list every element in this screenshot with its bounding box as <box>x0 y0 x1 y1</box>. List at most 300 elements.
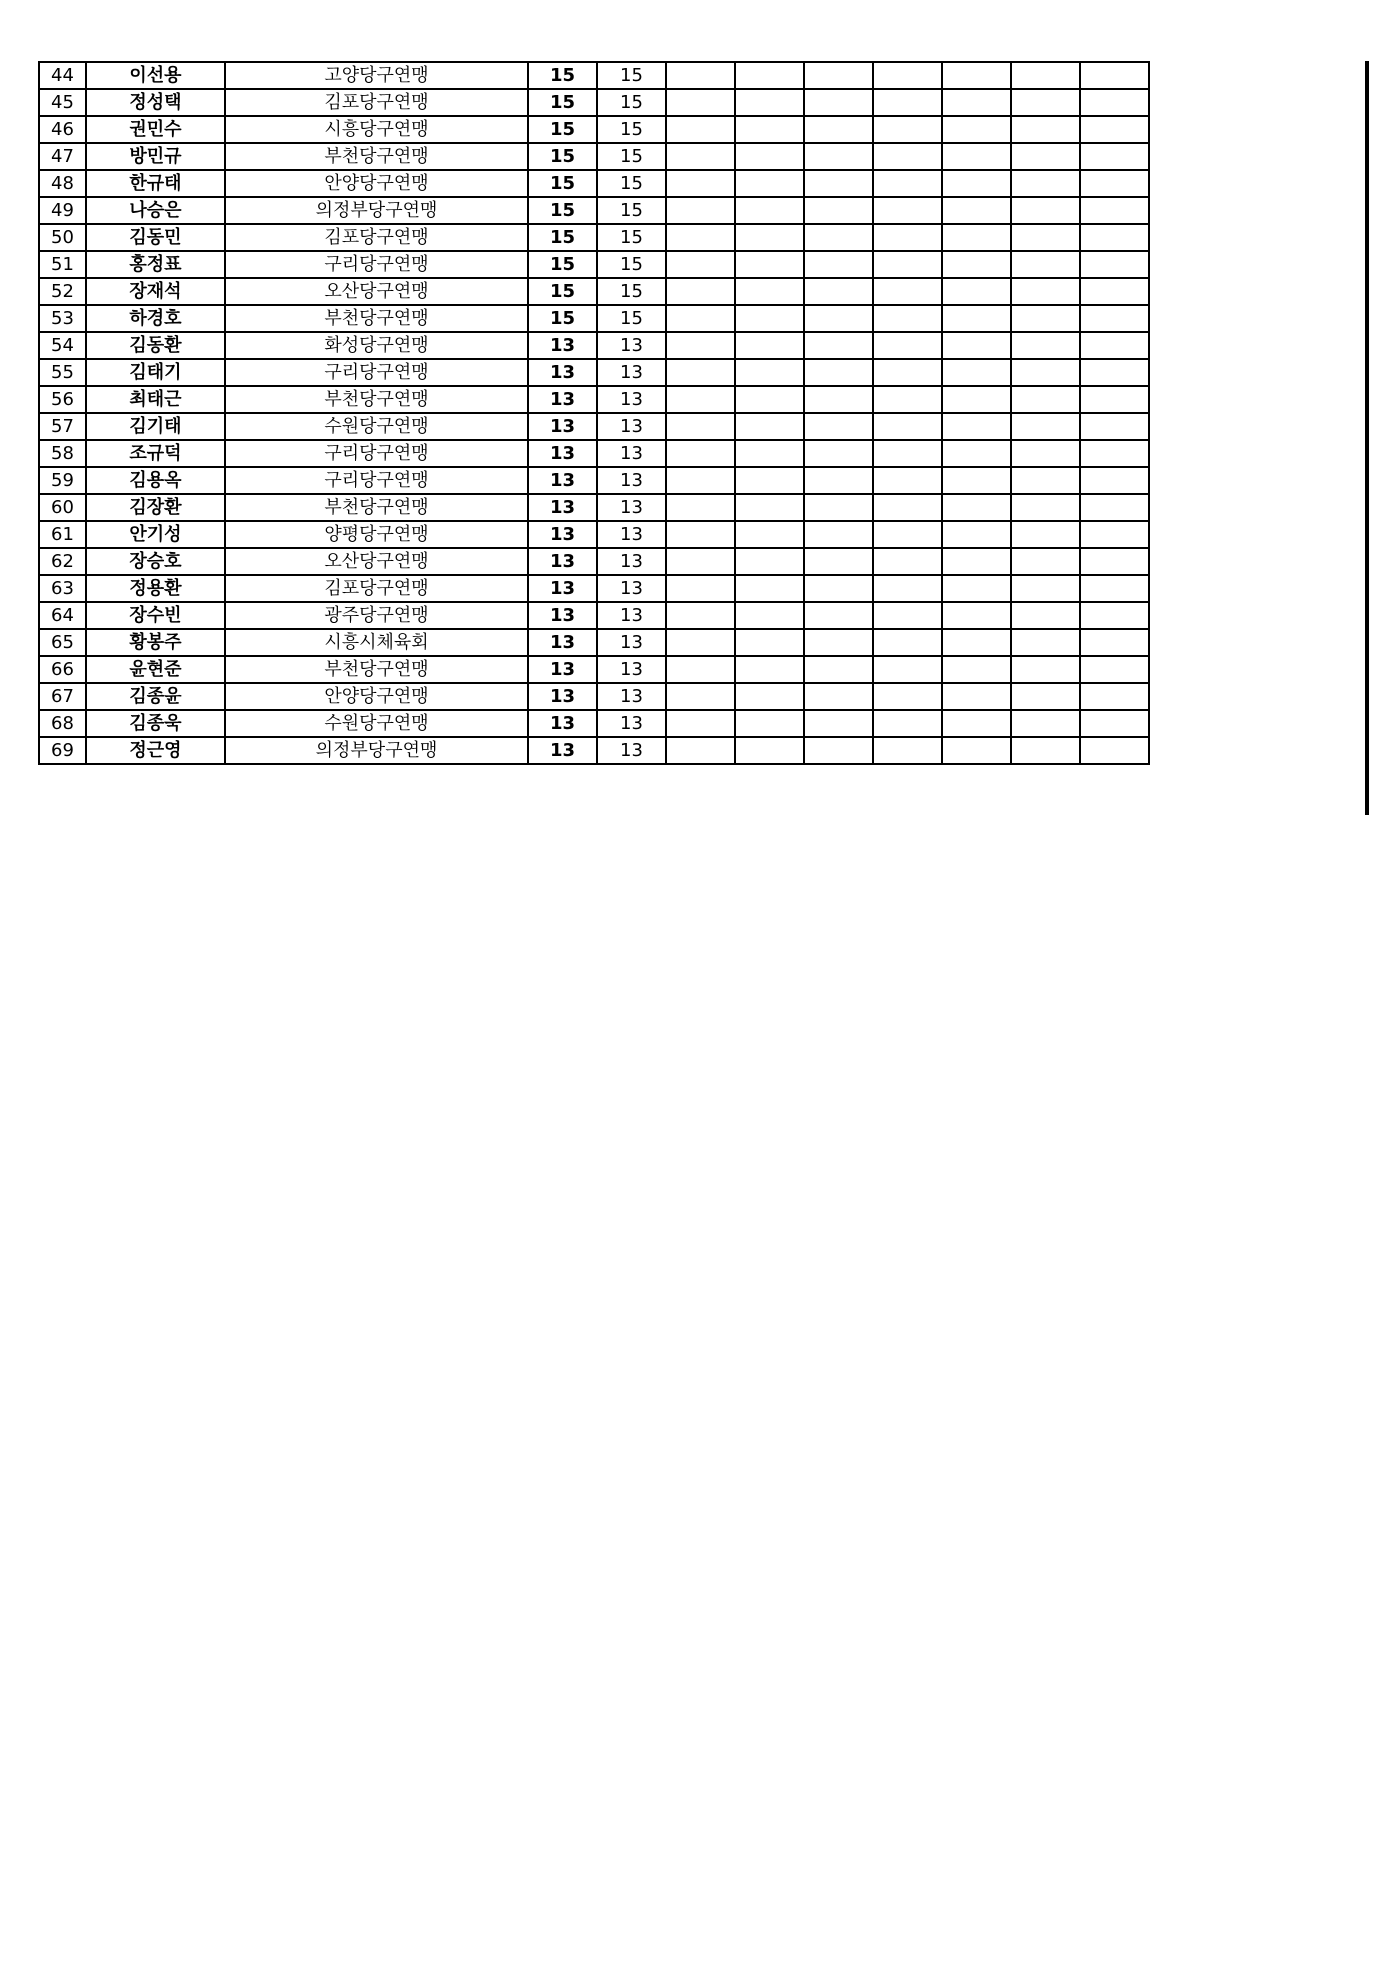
club-cell: 오산당구연맹 <box>225 278 528 305</box>
empty-cell <box>735 197 804 224</box>
rank-cell: 49 <box>39 197 86 224</box>
club-cell: 부천당구연맹 <box>225 494 528 521</box>
empty-cell <box>1080 359 1149 386</box>
player-name-cell: 김종욱 <box>86 710 225 737</box>
empty-cell <box>1011 521 1080 548</box>
empty-cell <box>1011 116 1080 143</box>
total-score-cell: 13 <box>528 494 597 521</box>
rank-cell: 45 <box>39 89 86 116</box>
empty-cell <box>1011 629 1080 656</box>
empty-cell <box>735 467 804 494</box>
player-name-cell: 방민규 <box>86 143 225 170</box>
player-name-cell: 윤현준 <box>86 656 225 683</box>
empty-cell <box>666 683 735 710</box>
empty-cell <box>735 359 804 386</box>
empty-cell <box>873 521 942 548</box>
empty-cell <box>942 494 1011 521</box>
table-row <box>39 521 1149 548</box>
total-score-cell: 15 <box>528 170 597 197</box>
player-name-cell: 김종윤 <box>86 683 225 710</box>
empty-cell <box>873 89 942 116</box>
rank-cell: 58 <box>39 440 86 467</box>
empty-cell <box>1080 494 1149 521</box>
empty-cell <box>942 143 1011 170</box>
round-score-cell: 13 <box>597 656 666 683</box>
total-score-cell: 15 <box>528 224 597 251</box>
empty-cell <box>666 305 735 332</box>
empty-cell <box>942 386 1011 413</box>
total-score-cell: 13 <box>528 332 597 359</box>
empty-cell <box>942 683 1011 710</box>
table-row <box>39 656 1149 683</box>
rank-cell: 46 <box>39 116 86 143</box>
round-score-cell: 15 <box>597 305 666 332</box>
empty-cell <box>666 602 735 629</box>
table-row <box>39 710 1149 737</box>
table-row <box>39 62 1149 89</box>
empty-cell <box>666 737 735 764</box>
table-row <box>39 413 1149 440</box>
empty-cell <box>804 548 873 575</box>
empty-cell <box>666 656 735 683</box>
rank-cell: 60 <box>39 494 86 521</box>
empty-cell <box>735 170 804 197</box>
total-score-cell: 15 <box>528 197 597 224</box>
empty-cell <box>735 602 804 629</box>
round-score-cell: 13 <box>597 413 666 440</box>
empty-cell <box>942 224 1011 251</box>
table-row <box>39 170 1149 197</box>
empty-cell <box>1080 332 1149 359</box>
round-score-cell: 13 <box>597 602 666 629</box>
round-score-cell: 13 <box>597 548 666 575</box>
empty-cell <box>666 440 735 467</box>
empty-cell <box>735 116 804 143</box>
empty-cell <box>1011 602 1080 629</box>
club-cell: 시흥시체육회 <box>225 629 528 656</box>
total-score-cell: 13 <box>528 575 597 602</box>
round-score-cell: 13 <box>597 710 666 737</box>
empty-cell <box>873 224 942 251</box>
empty-cell <box>735 143 804 170</box>
empty-cell <box>1011 332 1080 359</box>
empty-cell <box>804 413 873 440</box>
player-name-cell: 황봉주 <box>86 629 225 656</box>
empty-cell <box>804 656 873 683</box>
empty-cell <box>873 494 942 521</box>
table-row <box>39 332 1149 359</box>
rank-cell: 69 <box>39 737 86 764</box>
empty-cell <box>1011 278 1080 305</box>
club-cell: 부천당구연맹 <box>225 656 528 683</box>
empty-cell <box>873 602 942 629</box>
empty-cell <box>735 629 804 656</box>
total-score-cell: 13 <box>528 710 597 737</box>
empty-cell <box>873 143 942 170</box>
empty-cell <box>666 278 735 305</box>
empty-cell <box>873 710 942 737</box>
club-cell: 광주당구연맹 <box>225 602 528 629</box>
empty-cell <box>804 332 873 359</box>
player-name-cell: 장승호 <box>86 548 225 575</box>
table-row <box>39 683 1149 710</box>
empty-cell <box>666 710 735 737</box>
empty-cell <box>735 548 804 575</box>
round-score-cell: 15 <box>597 278 666 305</box>
empty-cell <box>735 278 804 305</box>
empty-cell <box>873 575 942 602</box>
player-name-cell: 정성택 <box>86 89 225 116</box>
empty-cell <box>735 251 804 278</box>
player-name-cell: 한규태 <box>86 170 225 197</box>
empty-cell <box>666 143 735 170</box>
empty-cell <box>1011 89 1080 116</box>
empty-cell <box>1080 629 1149 656</box>
player-name-cell: 김장환 <box>86 494 225 521</box>
empty-cell <box>1080 305 1149 332</box>
rank-cell: 47 <box>39 143 86 170</box>
empty-cell <box>804 116 873 143</box>
empty-cell <box>942 629 1011 656</box>
empty-cell <box>804 224 873 251</box>
empty-cell <box>1080 386 1149 413</box>
table-row <box>39 224 1149 251</box>
empty-cell <box>735 224 804 251</box>
empty-cell <box>1011 62 1080 89</box>
club-cell: 양평당구연맹 <box>225 521 528 548</box>
empty-cell <box>1011 494 1080 521</box>
empty-cell <box>942 278 1011 305</box>
empty-cell <box>804 143 873 170</box>
empty-cell <box>942 170 1011 197</box>
empty-cell <box>942 413 1011 440</box>
empty-cell <box>666 62 735 89</box>
player-name-cell: 조규덕 <box>86 440 225 467</box>
empty-cell <box>1080 143 1149 170</box>
player-name-cell: 안기성 <box>86 521 225 548</box>
empty-cell <box>666 359 735 386</box>
empty-cell <box>666 224 735 251</box>
rank-cell: 50 <box>39 224 86 251</box>
empty-cell <box>804 251 873 278</box>
right-margin-rule <box>1365 61 1369 815</box>
round-score-cell: 15 <box>597 197 666 224</box>
empty-cell <box>804 629 873 656</box>
empty-cell <box>942 467 1011 494</box>
empty-cell <box>873 386 942 413</box>
empty-cell <box>1080 224 1149 251</box>
empty-cell <box>804 386 873 413</box>
total-score-cell: 13 <box>528 467 597 494</box>
empty-cell <box>1011 575 1080 602</box>
club-cell: 구리당구연맹 <box>225 251 528 278</box>
empty-cell <box>666 494 735 521</box>
empty-cell <box>873 116 942 143</box>
empty-cell <box>666 575 735 602</box>
empty-cell <box>873 467 942 494</box>
table-row <box>39 548 1149 575</box>
round-score-cell: 15 <box>597 62 666 89</box>
table-row <box>39 251 1149 278</box>
rank-cell: 65 <box>39 629 86 656</box>
rank-cell: 67 <box>39 683 86 710</box>
empty-cell <box>873 683 942 710</box>
empty-cell <box>1080 548 1149 575</box>
table-row <box>39 629 1149 656</box>
empty-cell <box>666 548 735 575</box>
empty-cell <box>873 278 942 305</box>
empty-cell <box>804 89 873 116</box>
empty-cell <box>804 359 873 386</box>
empty-cell <box>666 386 735 413</box>
empty-cell <box>1080 656 1149 683</box>
empty-cell <box>873 359 942 386</box>
round-score-cell: 15 <box>597 224 666 251</box>
rank-cell: 55 <box>39 359 86 386</box>
round-score-cell: 15 <box>597 89 666 116</box>
empty-cell <box>666 332 735 359</box>
player-name-cell: 권민수 <box>86 116 225 143</box>
empty-cell <box>942 575 1011 602</box>
club-cell: 부천당구연맹 <box>225 143 528 170</box>
empty-cell <box>735 440 804 467</box>
empty-cell <box>735 386 804 413</box>
total-score-cell: 15 <box>528 62 597 89</box>
empty-cell <box>1080 575 1149 602</box>
empty-cell <box>1011 386 1080 413</box>
empty-cell <box>1011 710 1080 737</box>
rank-cell: 54 <box>39 332 86 359</box>
club-cell: 김포당구연맹 <box>225 224 528 251</box>
table-row <box>39 602 1149 629</box>
empty-cell <box>1011 548 1080 575</box>
round-score-cell: 13 <box>597 332 666 359</box>
empty-cell <box>1011 170 1080 197</box>
empty-cell <box>1080 116 1149 143</box>
table-row <box>39 359 1149 386</box>
total-score-cell: 13 <box>528 683 597 710</box>
total-score-cell: 13 <box>528 413 597 440</box>
empty-cell <box>735 710 804 737</box>
empty-cell <box>942 521 1011 548</box>
empty-cell <box>804 710 873 737</box>
empty-cell <box>1011 251 1080 278</box>
empty-cell <box>942 116 1011 143</box>
empty-cell <box>804 521 873 548</box>
rank-cell: 59 <box>39 467 86 494</box>
total-score-cell: 13 <box>528 386 597 413</box>
round-score-cell: 13 <box>597 359 666 386</box>
empty-cell <box>1080 737 1149 764</box>
player-name-cell: 이선용 <box>86 62 225 89</box>
table-row <box>39 575 1149 602</box>
empty-cell <box>804 467 873 494</box>
empty-cell <box>942 602 1011 629</box>
empty-cell <box>1080 467 1149 494</box>
rank-cell: 53 <box>39 305 86 332</box>
total-score-cell: 13 <box>528 602 597 629</box>
empty-cell <box>1080 197 1149 224</box>
empty-cell <box>942 656 1011 683</box>
empty-cell <box>1011 305 1080 332</box>
player-name-cell: 장재석 <box>86 278 225 305</box>
table-row <box>39 494 1149 521</box>
player-name-cell: 김태기 <box>86 359 225 386</box>
club-cell: 구리당구연맹 <box>225 359 528 386</box>
player-name-cell: 김기태 <box>86 413 225 440</box>
empty-cell <box>666 467 735 494</box>
empty-cell <box>942 548 1011 575</box>
empty-cell <box>804 683 873 710</box>
empty-cell <box>804 494 873 521</box>
empty-cell <box>942 359 1011 386</box>
empty-cell <box>1080 710 1149 737</box>
empty-cell <box>873 656 942 683</box>
empty-cell <box>666 170 735 197</box>
round-score-cell: 13 <box>597 494 666 521</box>
empty-cell <box>735 683 804 710</box>
empty-cell <box>666 629 735 656</box>
round-score-cell: 15 <box>597 251 666 278</box>
empty-cell <box>1011 143 1080 170</box>
empty-cell <box>666 251 735 278</box>
empty-cell <box>735 89 804 116</box>
empty-cell <box>666 116 735 143</box>
player-name-cell: 최태근 <box>86 386 225 413</box>
club-cell: 의정부당구연맹 <box>225 197 528 224</box>
club-cell: 수원당구연맹 <box>225 413 528 440</box>
empty-cell <box>1080 413 1149 440</box>
empty-cell <box>873 332 942 359</box>
club-cell: 구리당구연맹 <box>225 467 528 494</box>
empty-cell <box>942 710 1011 737</box>
empty-cell <box>1011 359 1080 386</box>
rank-cell: 51 <box>39 251 86 278</box>
rank-cell: 62 <box>39 548 86 575</box>
rank-cell: 44 <box>39 62 86 89</box>
empty-cell <box>735 656 804 683</box>
empty-cell <box>1080 440 1149 467</box>
round-score-cell: 13 <box>597 467 666 494</box>
empty-cell <box>873 440 942 467</box>
empty-cell <box>1011 656 1080 683</box>
empty-cell <box>942 440 1011 467</box>
empty-cell <box>1080 278 1149 305</box>
club-cell: 화성당구연맹 <box>225 332 528 359</box>
total-score-cell: 15 <box>528 143 597 170</box>
empty-cell <box>1011 413 1080 440</box>
club-cell: 수원당구연맹 <box>225 710 528 737</box>
rank-cell: 52 <box>39 278 86 305</box>
empty-cell <box>873 548 942 575</box>
round-score-cell: 13 <box>597 521 666 548</box>
table-row <box>39 89 1149 116</box>
empty-cell <box>873 251 942 278</box>
rank-cell: 48 <box>39 170 86 197</box>
round-score-cell: 13 <box>597 683 666 710</box>
player-name-cell: 장수빈 <box>86 602 225 629</box>
round-score-cell: 13 <box>597 386 666 413</box>
total-score-cell: 15 <box>528 305 597 332</box>
table-row <box>39 386 1149 413</box>
player-name-cell: 정근영 <box>86 737 225 764</box>
empty-cell <box>804 440 873 467</box>
total-score-cell: 13 <box>528 440 597 467</box>
empty-cell <box>1011 197 1080 224</box>
club-cell: 안양당구연맹 <box>225 170 528 197</box>
empty-cell <box>666 197 735 224</box>
empty-cell <box>873 305 942 332</box>
total-score-cell: 13 <box>528 629 597 656</box>
empty-cell <box>804 62 873 89</box>
club-cell: 의정부당구연맹 <box>225 737 528 764</box>
empty-cell <box>942 62 1011 89</box>
empty-cell <box>804 602 873 629</box>
empty-cell <box>804 170 873 197</box>
total-score-cell: 13 <box>528 521 597 548</box>
empty-cell <box>942 251 1011 278</box>
club-cell: 부천당구연맹 <box>225 305 528 332</box>
rank-cell: 68 <box>39 710 86 737</box>
round-score-cell: 13 <box>597 440 666 467</box>
club-cell: 김포당구연맹 <box>225 89 528 116</box>
round-score-cell: 13 <box>597 575 666 602</box>
table-row <box>39 440 1149 467</box>
player-name-cell: 김동환 <box>86 332 225 359</box>
rank-cell: 61 <box>39 521 86 548</box>
empty-cell <box>873 629 942 656</box>
empty-cell <box>804 305 873 332</box>
round-score-cell: 15 <box>597 116 666 143</box>
empty-cell <box>804 197 873 224</box>
rank-cell: 56 <box>39 386 86 413</box>
empty-cell <box>666 521 735 548</box>
total-score-cell: 13 <box>528 737 597 764</box>
empty-cell <box>1080 602 1149 629</box>
empty-cell <box>1011 224 1080 251</box>
club-cell: 김포당구연맹 <box>225 575 528 602</box>
table-row <box>39 116 1149 143</box>
player-name-cell: 김동민 <box>86 224 225 251</box>
empty-cell <box>804 278 873 305</box>
empty-cell <box>873 197 942 224</box>
empty-cell <box>1080 170 1149 197</box>
empty-cell <box>1080 62 1149 89</box>
empty-cell <box>942 89 1011 116</box>
rank-cell: 57 <box>39 413 86 440</box>
player-name-cell: 하경호 <box>86 305 225 332</box>
empty-cell <box>873 170 942 197</box>
total-score-cell: 15 <box>528 278 597 305</box>
empty-cell <box>1080 89 1149 116</box>
table-row <box>39 737 1149 764</box>
club-cell: 안양당구연맹 <box>225 683 528 710</box>
table-row <box>39 278 1149 305</box>
player-name-cell: 홍정표 <box>86 251 225 278</box>
table-row <box>39 467 1149 494</box>
ranking-table <box>38 61 1150 765</box>
empty-cell <box>1080 251 1149 278</box>
total-score-cell: 13 <box>528 656 597 683</box>
empty-cell <box>735 494 804 521</box>
club-cell: 구리당구연맹 <box>225 440 528 467</box>
empty-cell <box>942 737 1011 764</box>
empty-cell <box>873 413 942 440</box>
ranking-table-body <box>39 62 1149 764</box>
total-score-cell: 15 <box>528 89 597 116</box>
empty-cell <box>942 305 1011 332</box>
empty-cell <box>666 413 735 440</box>
